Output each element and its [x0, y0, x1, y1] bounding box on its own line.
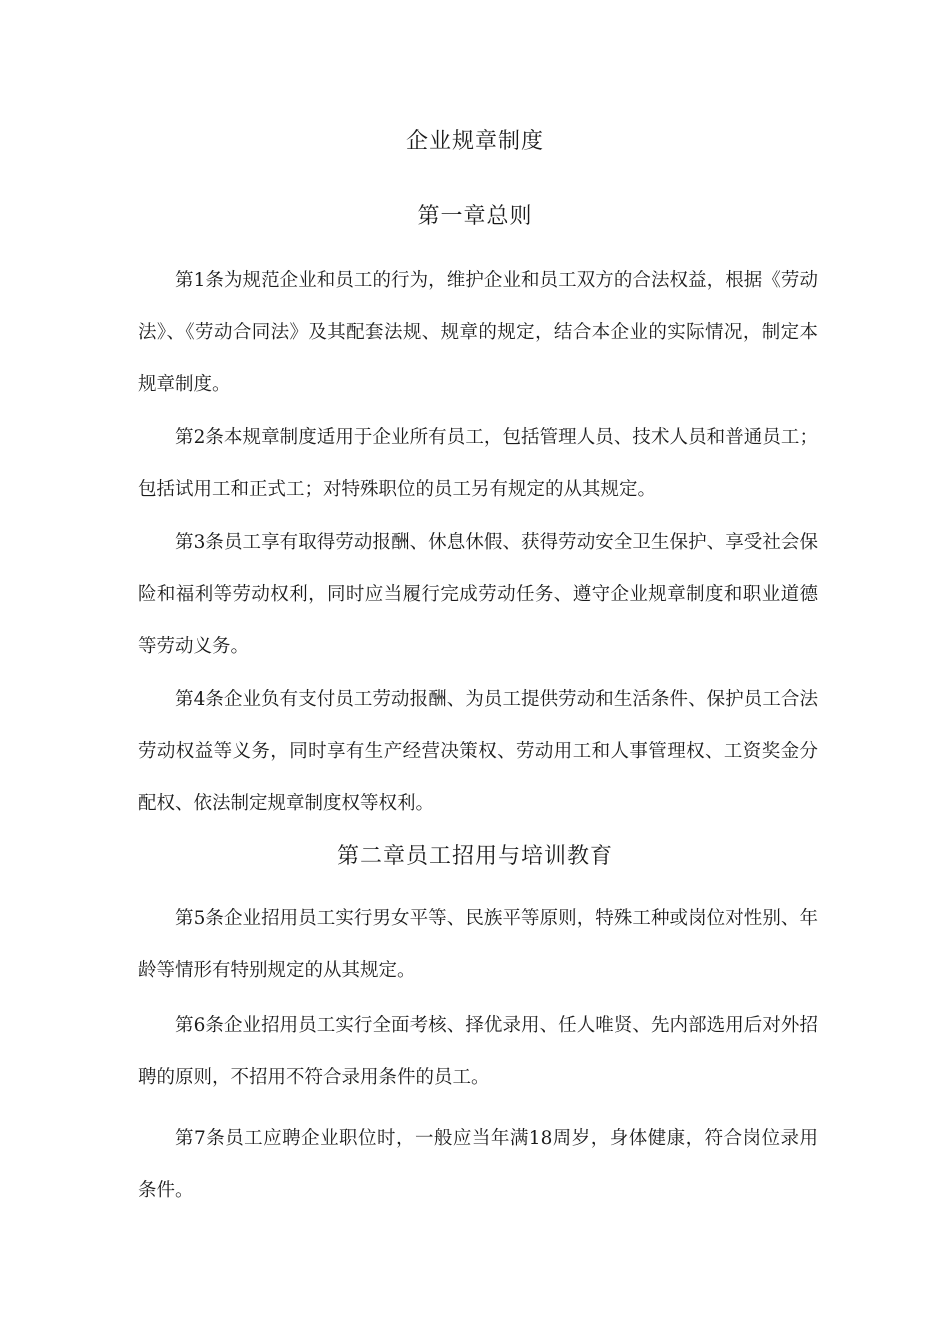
- article-6: 第6条企业招用员工实行全面考核、择优录用、任人唯贤、先内部选用后对外招聘的原则，不招用不符合录用条件的员工。: [138, 1015, 818, 1088]
- article-2: 第2条本规章制度适用于企业所有员工，包括管理人员、技术人员和普通员工；包括试用工和正式工；对特殊职位的员工另有规定的从其规定。: [138, 427, 818, 500]
- article-1: 第1条为规范企业和员工的行为，维护企业和员工双方的合法权益，根据《劳动法》、《劳动合同法》及其配套法规、规章的规定，结合本企业的实际情况，制定本规章制度。: [138, 270, 818, 395]
- chapter-title-2: 第二章员工招用与培训教育: [336, 844, 613, 869]
- article-5: 第5条企业招用员工实行男女平等、民族平等原则，特殊工种或岗位对性别、年龄等情形有特别规定的从其规定。: [138, 908, 818, 981]
- chapter-title-1: 第一章总则: [417, 204, 533, 229]
- document-title: 企业规章制度: [405, 129, 544, 154]
- article-7: 第7条员工应聘企业职位时，一般应当年满18周岁，身体健康，符合岗位录用条件。: [138, 1128, 818, 1201]
- article-4: 第4条企业负有支付员工劳动报酬、为员工提供劳动和生活条件、保护员工合法劳动权益等义务，同时享有生产经营决策权、劳动用工和人事管理权、工资奖金分配权、依法制定规章制度权等权利。: [138, 689, 818, 814]
- article-3: 第3条员工享有取得劳动报酬、休息休假、获得劳动安全卫生保护、享受社会保险和福利等劳动权利，同时应当履行完成劳动任务、遵守企业规章制度和职业道德等劳动义务。: [138, 532, 818, 657]
